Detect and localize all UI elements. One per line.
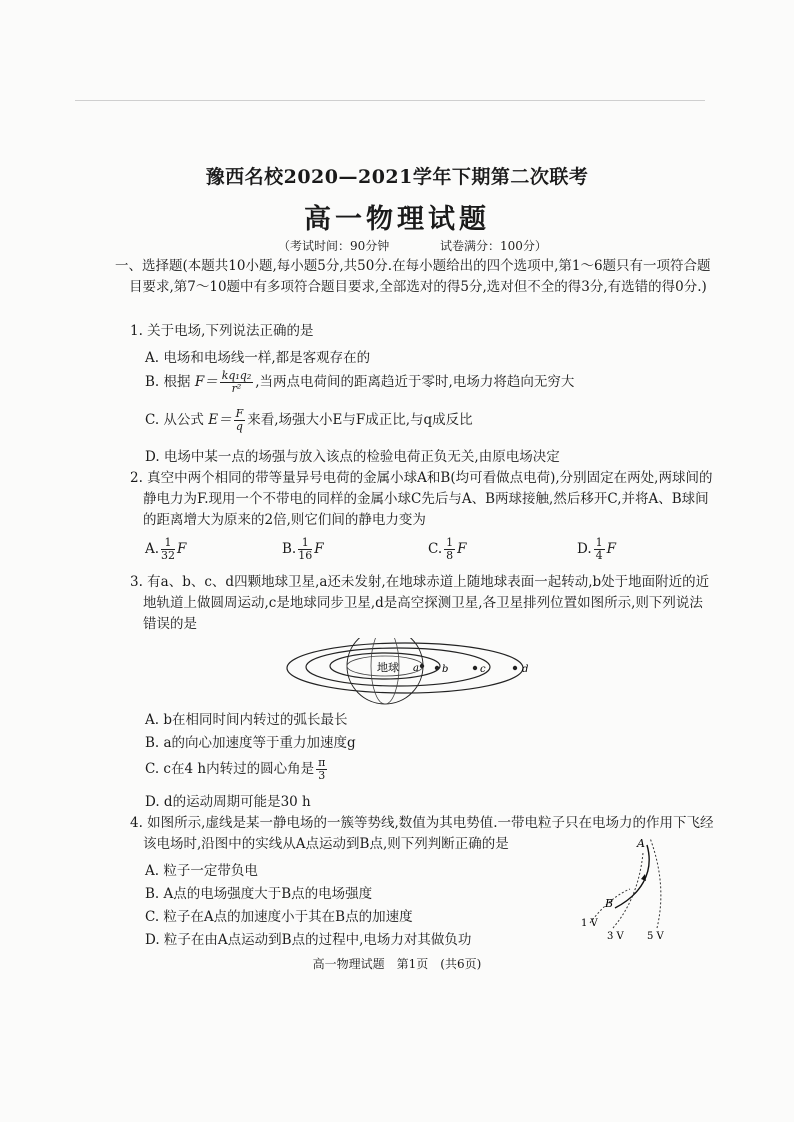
label-c: c: [480, 664, 486, 675]
q1-option-d: D. 电场中某一点的场强与放入该点的检验电荷正负无关,由原电场决定: [145, 449, 560, 465]
q2-c-unit: F: [457, 541, 467, 557]
q2-a-unit: F: [177, 541, 187, 557]
q2-c-fraction: [444, 537, 455, 562]
question-2-stem: [130, 468, 715, 531]
q2-c-den: 8: [446, 549, 454, 562]
q1-option-c: [145, 408, 473, 433]
exam-score: 试卷满分：100分）: [440, 239, 547, 253]
point-a-label: A: [637, 837, 645, 850]
q4-stem-text: 4. 如图所示,虚线是某一静电场的一簇等势线,数值为其电势值.一带电粒子只在电场力的作用下飞经该电场时,沿图中的实线从A点运动到B点,则下列判断正确的是: [130, 815, 714, 852]
satellite-b: [435, 666, 439, 670]
q1-b-formula-lhs: F＝: [194, 374, 218, 390]
equipotential-figure: [575, 833, 695, 945]
satellite-c: [473, 666, 477, 670]
label-earth: 地球: [377, 661, 399, 674]
q4-option-b: B. A点的电场强度大于B点的电场强度: [145, 886, 373, 902]
q1-c-suffix: 来看,场强大小E与F成正比,与q成反比: [247, 412, 473, 428]
q1-b-numerator: kq₁q₂: [221, 369, 252, 382]
label-3v: 3 V: [607, 931, 624, 942]
satellite-orbit-figure: [285, 638, 545, 706]
question-3-stem: [130, 572, 715, 635]
q1-c-prefix: C. 从公式: [145, 412, 204, 428]
q2-b-fraction: [298, 537, 312, 562]
label-5v: 5 V: [647, 931, 664, 942]
top-divider: [75, 100, 705, 101]
question-1-stem: 1. 关于电场,下列说法正确的是: [130, 323, 314, 339]
q4-option-a: A. 粒子一定带负电: [145, 863, 258, 879]
q2-option-c: [428, 537, 467, 562]
q1-option-b: [145, 370, 574, 395]
q2-b-label: B.: [282, 541, 297, 557]
equipotential-5v: [650, 838, 661, 928]
q4-option-c: C. 粒子在A点的加速度小于其在B点的加速度: [145, 909, 413, 925]
q2-d-label: D.: [577, 541, 592, 557]
q2-b-unit: F: [314, 541, 324, 557]
q2-a-num: 1: [161, 537, 175, 550]
q2-c-num: 1: [446, 536, 454, 549]
q1-b-denominator: r²: [231, 382, 242, 395]
satellite-d: [513, 666, 517, 670]
exam-time: （考试时间：90分钟: [278, 239, 390, 253]
q2-stem-text: 2. 真空中两个相同的带等量异号电荷的金属小球A和B(均可看做点电荷),分别固定在两处,两球间的静电力为F.现用一个不带电的同样的金属小球C先后与A、B两球接触,然后移开C,并将A、B球间的距离增大为原来的2倍,则它们间的静电力变为: [130, 470, 713, 528]
q2-option-a: [145, 537, 186, 562]
q2-c-label: C.: [428, 541, 443, 557]
q3-c-den: 3: [318, 769, 326, 782]
q2-a-den: 32: [161, 549, 176, 562]
q1-c-numerator: F: [235, 407, 244, 420]
q1-option-a: A. 电场和电场线一样,都是客观存在的: [145, 350, 371, 366]
q3-option-a: A. b在相同时间内转过的弧长最长: [145, 712, 348, 728]
q3-option-d: D. d的运动周期可能是30 h: [145, 794, 311, 810]
satellite-a: [420, 664, 424, 668]
trajectory-arrow: [641, 874, 646, 881]
q3-c-fraction: [316, 757, 327, 782]
q3-c-prefix: C. c在4 h内转过的圆心角是: [145, 761, 315, 777]
q1-b-suffix: ,当两点电荷间的距离趋近于零时,电场力将趋向无穷大: [255, 374, 575, 390]
q1-c-denominator: q: [235, 420, 243, 433]
q1-c-formula-lhs: E＝: [208, 412, 232, 428]
q3-option-b: B. a的向心加速度等于重力加速度g: [145, 735, 356, 751]
label-d: d: [522, 664, 529, 675]
q2-d-unit: F: [606, 541, 617, 557]
q2-b-num: 1: [298, 537, 312, 550]
q2-b-den: 16: [298, 549, 313, 562]
q2-d-num: 1: [595, 536, 603, 549]
label-1v: 1 V: [581, 918, 598, 929]
q1-b-prefix: B. 根据: [145, 374, 191, 390]
section-instructions: 一、选择题(本题共10小题,每小题5分,共50分.在每小题给出的四个选项中,第1～6题只有一项符合题目要求,第7～10题中有多项符合题目要求,全部选对的得5分,选对但不全的得3分,有选错的得0分.): [115, 258, 711, 295]
q3-stem-text: 3. 有a、b、c、d四颗地球卫星,a还未发射,在地球赤道上随地球表面一起转动,b处于地面附近的近地轨道上做圆周运动,c是地球同步卫星,d是高空探测卫星,各卫星排列位置如图所示,则下列说法错误的是: [130, 574, 710, 632]
exam-title: 豫西名校2020—2021学年下期第二次联考: [205, 166, 589, 188]
q3-c-num: π: [318, 756, 326, 769]
q2-a-fraction: [161, 537, 175, 562]
point-b-label: B: [605, 897, 614, 910]
q2-d-fraction: [594, 537, 605, 562]
page-footer: 高一物理试题 第1页 (共6页): [312, 957, 482, 971]
q2-a-label: A.: [145, 541, 160, 557]
exam-subject: 高一物理试题: [304, 204, 490, 235]
q1-b-fraction: [220, 370, 254, 395]
label-b: b: [442, 664, 449, 675]
q4-option-d: D. 粒子在由A点运动到B点的过程中,电场力对其做负功: [145, 932, 472, 948]
q1-c-fraction: [234, 408, 246, 433]
q3-option-c: [145, 757, 329, 782]
q2-option-d: [577, 537, 616, 562]
q2-option-b: [282, 537, 324, 562]
q2-d-den: 4: [595, 549, 603, 562]
label-a: a: [413, 663, 419, 674]
